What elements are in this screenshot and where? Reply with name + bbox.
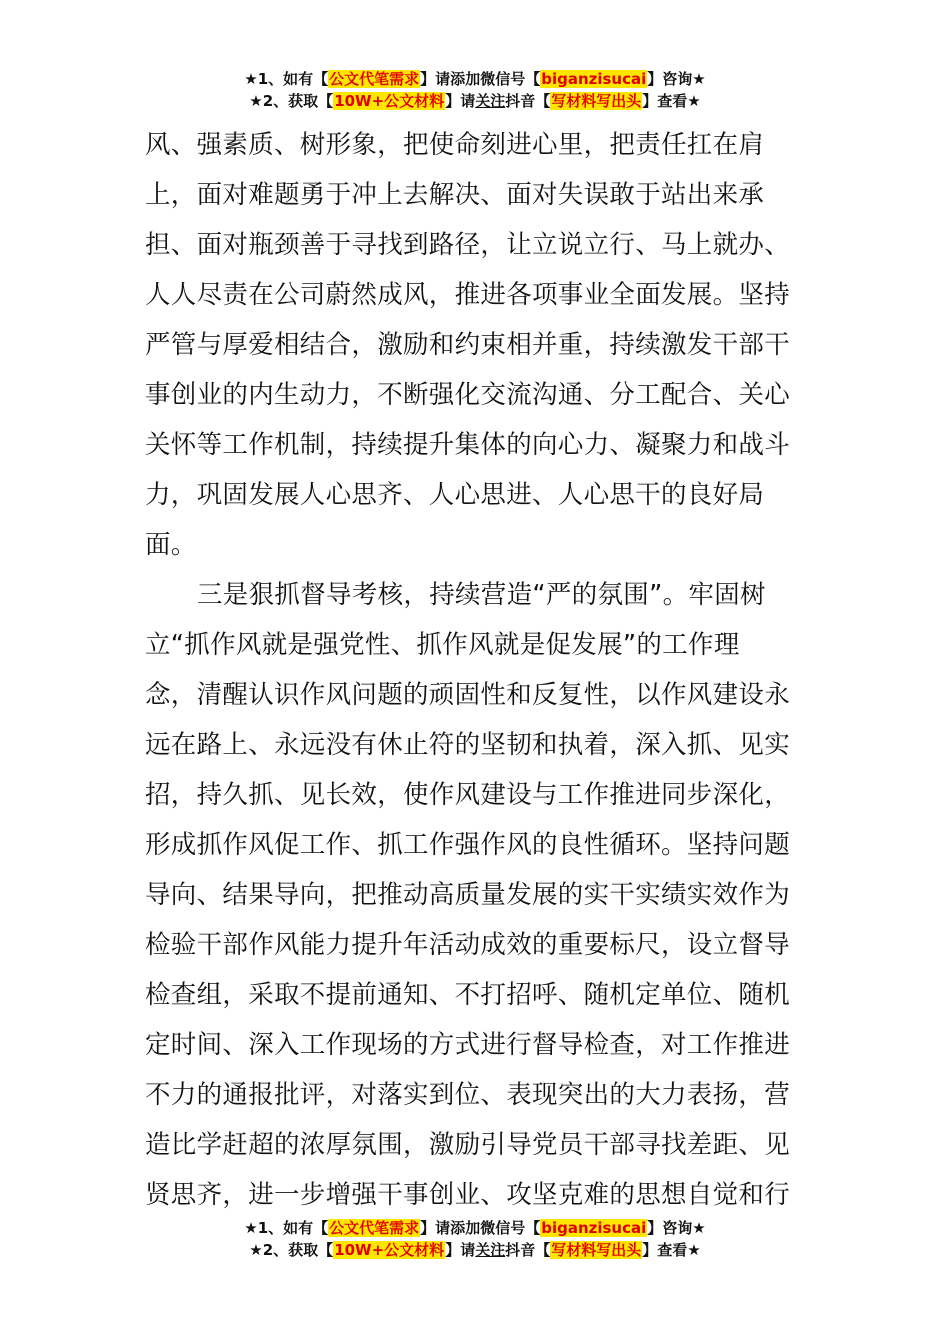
- body-line: 形成抓作风促工作、抓工作强作风的良性循环。坚持问题: [145, 830, 791, 860]
- banner-line-1: [0, 68, 950, 90]
- body-line: 检查组，采取不提前通知、不打招呼、随机定单位、随机: [145, 980, 791, 1010]
- body-line: 立“抓作风就是强党性、抓作风就是促发展”的工作理: [145, 630, 740, 660]
- banner-text: 】请添: [420, 1219, 466, 1237]
- banner-text: 】请: [445, 1241, 476, 1259]
- banner-highlight: 公文代笔需求: [329, 1219, 420, 1237]
- banner-text: ★2、获取【: [249, 1241, 334, 1259]
- body-line: 担、面对瓶颈善于寻找到路径，让立说立行、马上就办、: [145, 230, 791, 260]
- body-line: 念，清醒认识作风问题的顽固性和反复性，以作风建设永: [145, 680, 791, 710]
- banner-text: 加: [465, 70, 481, 88]
- banner-text: 】请: [445, 92, 476, 110]
- banner-text: 】请添: [420, 70, 466, 88]
- banner-text: 】咨询★: [647, 1219, 706, 1237]
- body-line: 定时间、深入工作现场的方式进行督导检查，对工作推进: [145, 1030, 791, 1060]
- body-line: 贤思齐，进一步增强干事创业、攻坚克难的思想自觉和行: [145, 1180, 791, 1210]
- banner-highlight: 写材料写出头: [551, 1241, 642, 1259]
- banner-text: 】查看★: [642, 92, 701, 110]
- banner-line-2: [0, 1239, 950, 1261]
- banner-highlight: 公文代笔需求: [329, 70, 420, 88]
- banner-text: ★2、获取【: [249, 92, 334, 110]
- body-line: 招，持久抓、见长效，使作风建设与工作推进同步深化，: [145, 780, 791, 810]
- banner-text: 】查看★: [642, 1241, 701, 1259]
- body-line: 面。: [145, 530, 197, 560]
- header-banner: [0, 68, 950, 112]
- body-line: 导向、结果导向，把推动高质量发展的实干实绩实效作为: [145, 880, 791, 910]
- body-line: 不力的通报批评，对落实到位、表现突出的大力表扬，营: [145, 1080, 791, 1110]
- body-line: 远在路上、永远没有休止符的坚韧和执着，深入抓、见实: [145, 730, 791, 760]
- banner-text: 抖音【: [505, 1241, 551, 1259]
- banner-text: 微信号【: [480, 70, 541, 88]
- footer-banner: [0, 1217, 950, 1261]
- banner-highlight: 10W+公文材料: [334, 1241, 445, 1259]
- paragraph-start-line: 三是狠抓督导考核，持续营造“严的氛围”。牢固树: [197, 580, 766, 610]
- body-line: 关怀等工作机制，持续提升集体的向心力、凝聚力和战斗: [145, 430, 791, 460]
- banner-highlight: 写材料写出头: [551, 92, 642, 110]
- banner-text: ★1、如有【: [244, 1219, 329, 1237]
- body-line: 上，面对难题勇于冲上去解决、面对失误敢于站出来承: [145, 180, 765, 210]
- banner-text: 加: [465, 1219, 481, 1237]
- body-line: 风、强素质、树形象，把使命刻进心里，把责任扛在肩: [145, 130, 765, 160]
- body-line: 人人尽责在公司蔚然成风，推进各项事业全面发展。坚持: [145, 280, 791, 310]
- banner-text: 微信号【: [480, 1219, 541, 1237]
- body-line: 检验干部作风能力提升年活动成效的重要标尺，设立督导: [145, 930, 791, 960]
- banner-underline: 关注: [475, 1241, 506, 1259]
- banner-text: 抖音【: [505, 92, 551, 110]
- body-line: 事创业的内生动力，不断强化交流沟通、分工配合、关心: [145, 380, 791, 410]
- banner-text: 】咨询★: [647, 70, 706, 88]
- banner-highlight: biganzisucai: [541, 70, 647, 88]
- banner-highlight: biganzisucai: [541, 1219, 647, 1237]
- body-line: 造比学赶超的浓厚氛围，激励引导党员干部寻找差距、见: [145, 1130, 791, 1160]
- banner-line-1: [0, 1217, 950, 1239]
- banner-line-2: [0, 90, 950, 112]
- banner-highlight: 10W+公文材料: [334, 92, 445, 110]
- body-line: 力，巩固发展人心思齐、人心思进、人心思干的良好局: [145, 480, 765, 510]
- banner-text: ★1、如有【: [244, 70, 329, 88]
- document-body: [145, 120, 810, 1220]
- body-line: 严管与厚爱相结合，激励和约束相并重，持续激发干部干: [145, 330, 791, 360]
- banner-underline: 关注: [475, 92, 506, 110]
